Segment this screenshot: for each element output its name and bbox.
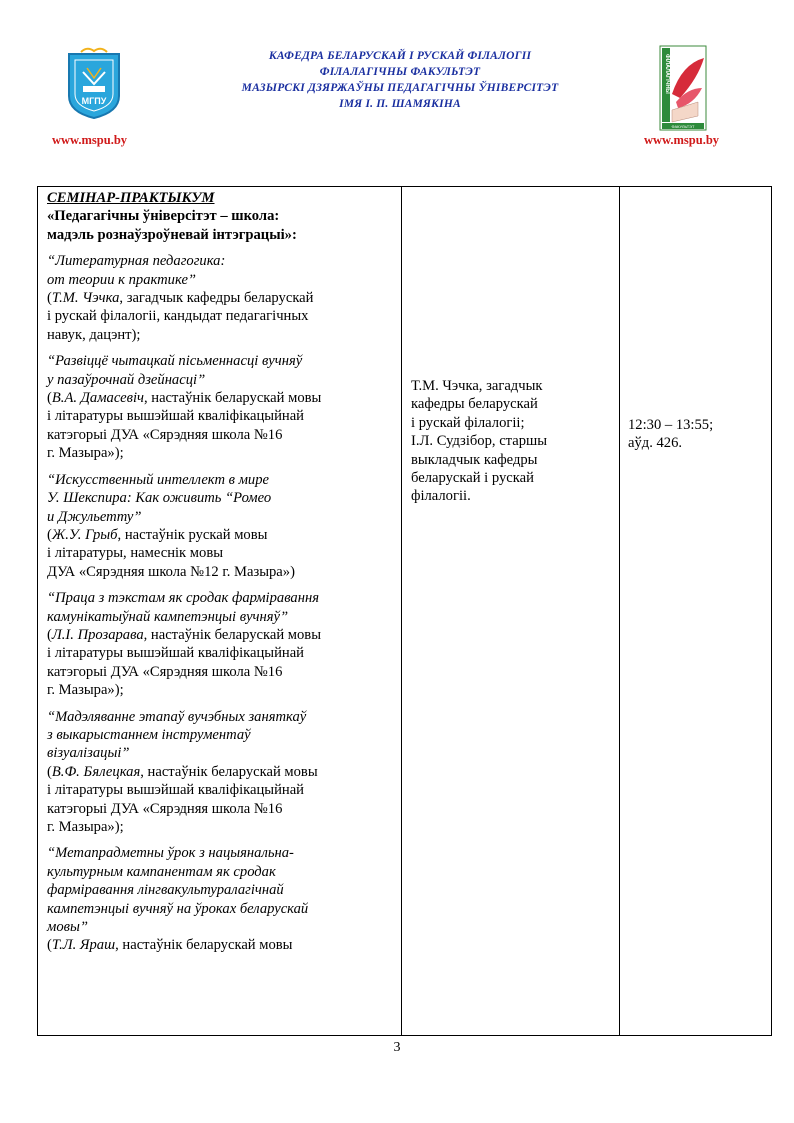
moderator-line: беларускай і рускай <box>411 470 534 487</box>
talk-item <box>47 352 396 462</box>
talk-title-line: камунікатыўнай кампетэнцыі вучняў” <box>47 608 289 625</box>
talk-title-line: культурным кампанентам як сродак <box>47 863 276 880</box>
speaker-detail-line: г. Мазыра»); <box>47 682 124 699</box>
header-line-department: КАФЕДРА БЕЛАРУСКАЙ І РУСКАЙ ФІЛАЛОГІІ <box>268 50 532 62</box>
speaker-name: Т.М. Чэчка <box>51 290 120 307</box>
moderator-line: выкладчык кафедры <box>411 451 538 468</box>
talk-title-line: “Искусственный интеллект в мире <box>47 471 269 488</box>
talk-title <box>47 708 396 763</box>
talk-speaker: (Ж.У. Грыб, настаўнік рускай мовы і літаратуры, намеснік мовы ДУА «Сярэдняя школа №12 г. Мазыра») <box>47 526 396 581</box>
header-line-university: МАЗЫРСКІ ДЗЯРЖАЎНЫ ПЕДАГАГІЧНЫ ЎНІВЕРСІТЭТ <box>241 82 559 94</box>
event-description-cell <box>38 187 402 1036</box>
talk-title-line: и Джульетту” <box>47 508 142 525</box>
talk-title-line: “Метапрадметны ўрок з нацыянальна- <box>47 845 294 862</box>
speaker-detail-line: г. Мазыра»); <box>47 819 124 835</box>
speaker-position: , настаўнік рускай мовы <box>117 526 268 543</box>
speaker-name: Т.Л. Яраш <box>51 937 116 954</box>
talk-title <box>47 471 396 526</box>
mgpu-logo <box>65 44 123 120</box>
seminar-title: СЕМІНАР-ПРАКТЫКУМ <box>47 190 215 206</box>
talk-item <box>47 589 396 699</box>
header-titles <box>150 48 650 112</box>
talk-title-line: візуалізацыі” <box>47 745 130 762</box>
talk-speaker: (Т.Л. Яраш, настаўнік беларускай мовы <box>47 937 293 954</box>
faculty-logo <box>658 44 708 132</box>
talk-speaker: (В.А. Дамасевіч, настаўнік беларускай мовы і літаратуры вышэйшай кваліфікацыйнай катэгорыі ДУА «Сярэдняя школа №16 г. Мазыра»); <box>47 389 396 463</box>
speaker-position: , настаўнік беларускай мовы <box>143 390 322 407</box>
speaker-detail-line: ДУА «Сярэдняя школа №12 г. Мазыра») <box>47 563 295 580</box>
logo-left-text: МГПУ <box>81 96 107 106</box>
seminar-topic <box>47 207 396 244</box>
talk-title-line: фарміравання лінгвакультуралагічнай <box>47 882 284 899</box>
talk-title-line: У. Шекспира: Как оживить “Ромео <box>47 490 272 507</box>
talk-item <box>47 844 396 954</box>
speaker-detail-line: і літаратуры, намеснік мовы <box>47 545 224 562</box>
site-link-left[interactable]: www.mspu.by <box>52 133 128 147</box>
moderator-line: І.Л. Судзібор, старшы <box>411 433 548 450</box>
site-link-right[interactable]: www.mspu.by <box>644 133 720 147</box>
program-table <box>37 186 772 1036</box>
seminar-topic-line: мадэль рознаўзроўневай інтэграцыі»: <box>47 226 297 243</box>
logo-right-bottom-text: ФАКУЛЬТЭТ <box>671 124 695 129</box>
time-place-cell <box>620 187 772 1036</box>
seminar-topic-line: «Педагагічны ўніверсітэт – школа: <box>47 208 280 225</box>
moderator-line: Т.М. Чэчка, загадчык <box>411 378 543 394</box>
talk-title <box>47 589 396 626</box>
event-time: 12:30 – 13:55; <box>628 417 714 433</box>
speaker-name: Л.І. Прозарава <box>51 626 144 643</box>
header-line-named: ІМЯ І. П. ШАМЯКІНА <box>339 98 461 110</box>
talk-title <box>47 844 396 936</box>
speaker-detail-line: і літаратуры вышэйшай кваліфікацыйнай <box>47 782 304 799</box>
speaker-position: , загадчык кафедры беларускай <box>119 290 314 307</box>
moderators-cell <box>402 187 620 1036</box>
page-number: 3 <box>393 1040 401 1055</box>
speaker-detail-line: навук, дацэнт); <box>47 326 141 343</box>
talk-title-line: у пазаўрочнай дзейнасці” <box>47 371 206 388</box>
speaker-detail-line: катэгорыі ДУА «Сярэдняя школа №16 <box>47 426 283 443</box>
talk-title-line: кампетэнцыі вучняў на ўроках беларускай <box>47 900 309 917</box>
speaker-detail-line: і літаратуры вышэйшай кваліфікацыйнай <box>47 645 304 662</box>
moderator-line: філалогіі. <box>411 488 471 505</box>
talk-title-line: “Литературная педагогика: <box>47 253 226 270</box>
speaker-position: , настаўнік беларускай мовы <box>115 937 293 954</box>
header-line-faculty: ФІЛАЛАГІЧНЫ ФАКУЛЬТЭТ <box>319 66 481 78</box>
speaker-name: В.Ф. Бялецкая <box>51 763 141 780</box>
talk-title-line: з выкарыстаннем інструментаў <box>47 726 251 743</box>
talk-title-line: от теории к практике” <box>47 271 197 288</box>
speaker-position: , настаўнік беларускай мовы <box>143 626 322 643</box>
speaker-detail-line: і літаратуры вышэйшай кваліфікацыйнай <box>47 408 304 425</box>
speaker-position: , настаўнік беларускай мовы <box>140 763 318 780</box>
talk-speaker: (В.Ф. Бялецкая, настаўнік беларускай мовы і літаратуры вышэйшай кваліфікацыйнай катэгорыі ДУА «Сярэдняя школа №16 г. Мазыра»); <box>47 763 396 837</box>
talk-item <box>47 252 396 344</box>
speaker-detail-line: і рускай філалогіі, кандыдат педагагічных <box>47 308 309 325</box>
moderator-line: і рускай філалогіі; <box>411 414 525 431</box>
speaker-detail-line: г. Мазыра»); <box>47 445 124 462</box>
event-room: аўд. 426. <box>628 435 683 452</box>
talk-title <box>47 252 396 289</box>
logo-right-vertical-text: ФІЛАЛАГІЧНЫ <box>664 54 670 94</box>
talk-title-line: “Мадэляванне этапаў вучэбных заняткаў <box>47 708 307 725</box>
talk-title-line: “Развіццё чытацкай пісьменнасці вучняў <box>47 353 303 370</box>
talk-title <box>47 352 396 389</box>
moderator-line: кафедры беларускай <box>411 396 538 413</box>
talk-title-line: “Праца з тэкстам як сродак фарміравання <box>47 590 319 607</box>
speaker-detail-line: катэгорыі ДУА «Сярэдняя школа №16 <box>47 663 283 680</box>
talk-item <box>47 471 396 581</box>
talk-speaker: (Л.І. Прозарава, настаўнік беларускай мовы і літаратуры вышэйшай кваліфікацыйнай катэгорыі ДУА «Сярэдняя школа №16 г. Мазыра»); <box>47 626 396 700</box>
speaker-name: Ж.У. Грыб <box>51 526 118 543</box>
speaker-detail-line: катэгорыі ДУА «Сярэдняя школа №16 <box>47 800 283 817</box>
talk-item <box>47 708 396 837</box>
table-row <box>38 187 772 1036</box>
talk-title-line: мовы” <box>47 919 88 936</box>
talk-speaker: (Т.М. Чэчка, загадчык кафедры беларускай і рускай філалогіі, кандыдат педагагічных навук, дацэнт); <box>47 289 396 344</box>
speaker-name: В.А. Дамасевіч <box>51 390 144 407</box>
